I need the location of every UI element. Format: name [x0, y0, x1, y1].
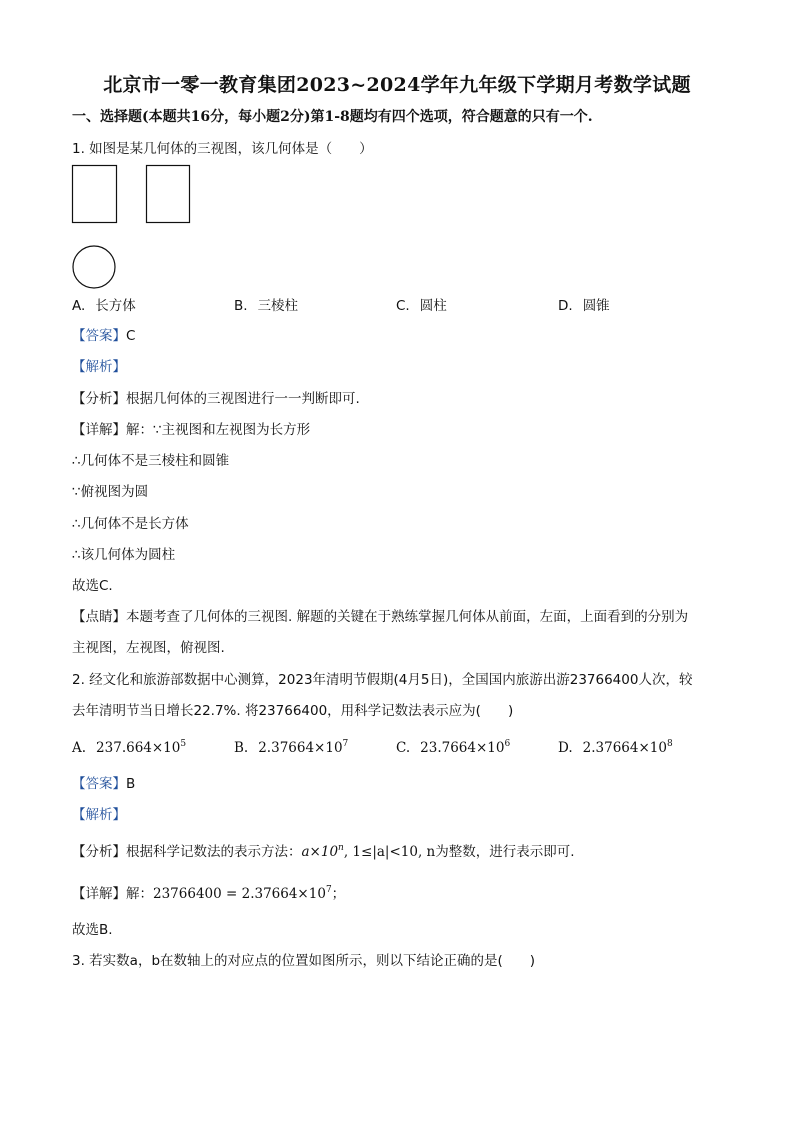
q2-option-b[interactable]: B. $2.37664\times 10^7$ [234, 739, 349, 756]
q1-step-1: ∴几何体不是三棱柱和圆锥 [72, 453, 230, 469]
q1-step-3: ∴几何体不是长方体 [72, 516, 189, 532]
q1-step-4: ∴该几何体为圆柱 [72, 547, 176, 563]
section-heading: 一、选择题(本题共16分，每小题2分)第1-8题均有四个选项，符合题意的只有一个. [72, 109, 593, 125]
q1-option-d[interactable]: D. 圆锥 [558, 298, 610, 314]
q2-option-c[interactable]: C. $23.7664\times 10^6$ [396, 739, 511, 756]
q1-step-2: ∵俯视图为圆 [72, 484, 149, 500]
q2-option-d[interactable]: D. $2.37664\times 10^8$ [558, 739, 673, 756]
q1-option-b[interactable]: B. 三棱柱 [234, 298, 299, 314]
q1-fenxi: 【分析】根据几何体的三视图进行一一判断即可. [72, 391, 360, 407]
q2-conclusion: 故选B. [72, 922, 113, 938]
q2-analysis: 【解析】 [72, 807, 126, 823]
q2-option-a[interactable]: A. $237.664\times 10^5$ [72, 739, 187, 756]
front-view-rect [73, 166, 117, 223]
q1-detail: 【详解】解：∵主视图和左视图为长方形 [72, 422, 311, 438]
q1-dianjing: 【点睛】本题考查了几何体的三视图. 解题的关键在于熟练掌握几何体从前面，左面，上面看到的分别为 [72, 609, 689, 625]
question-2-stem-cont: 去年清明节当日增长22.7%. 将23766400，用科学记数法表示应为( ) [72, 703, 514, 719]
q2-detail: 【详解】解：$23766400 = 2.37664\times 10^7$； [72, 885, 346, 902]
question-2-stem: 2. 经文化和旅游部数据中心测算，2023年清明节假期(4月5日)，全国国内旅游出游23766400人次，较 [72, 672, 693, 688]
q1-option-c[interactable]: C. 圆柱 [396, 298, 447, 314]
question-3-stem: 3. 若实数a，b在数轴上的对应点的位置如图所示，则以下结论正确的是( ) [72, 953, 536, 969]
q2-fenxi: 【分析】根据科学记数法的表示方法：$a\times 10^n$, 1≤|a|<10, n为整数，进行表示即可. [72, 843, 575, 860]
q1-dianjing-cont: 主视图，左视图，俯视图. [72, 640, 225, 656]
q1-analysis: 【解析】 [72, 359, 126, 375]
top-view-circle [73, 246, 115, 288]
q1-option-a[interactable]: A. 长方体 [72, 298, 136, 314]
question-1-stem: 1. 如图是某几何体的三视图，该几何体是（ ） [72, 141, 373, 157]
page-title: 北京市一零一教育集团2023~2024学年九年级下学期月考数学试题 [103, 74, 691, 96]
q1-answer: 【答案】C [72, 328, 136, 344]
side-view-rect [147, 166, 190, 223]
q2-answer: 【答案】B [72, 776, 136, 792]
q1-conclusion: 故选C. [72, 578, 113, 594]
